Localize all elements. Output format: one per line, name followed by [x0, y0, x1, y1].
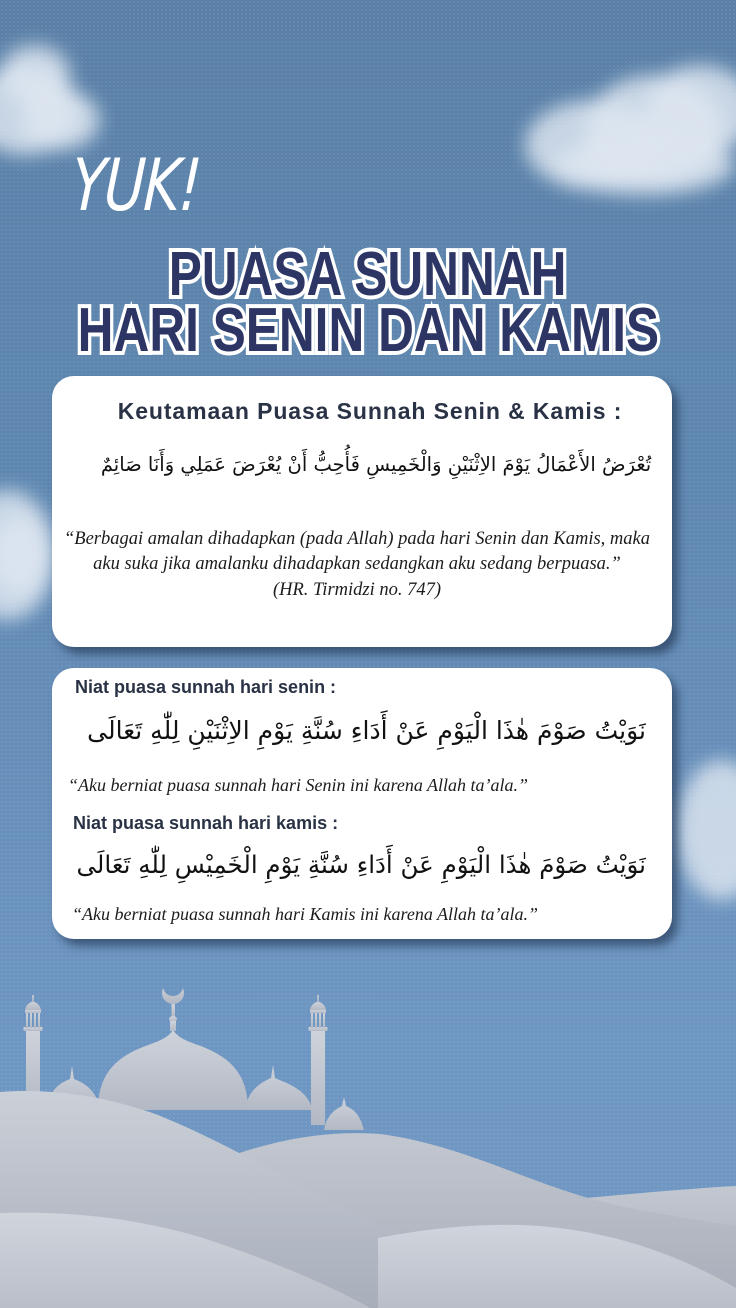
intention-arabic-kamis: نَوَيْتُ صَوْمَ هٰذَا الْيَوْمِ عَنْ أَدَاءِ سُنَّةِ يَوْمِ الْخَمِيْسِ لِلّٰهِ تَعَالَى [76, 850, 646, 879]
cloud-icon [672, 750, 736, 910]
page-title-line-2 [0, 296, 736, 365]
hadith-translation-line-2: aku suka jika amalanku dihadapkan sedangkan aku sedang berpuasa.” [93, 554, 621, 574]
intention-arabic-senin: نَوَيْتُ صَوْمَ هٰذَا الْيَوْمِ عَنْ أَدَاءِ سُنَّةِ يَوْمِ الاِثْنَيْنِ لِلّٰهِ تَعَالَى [87, 716, 646, 745]
intention-label-senin: Niat puasa sunnah hari senin : [75, 677, 337, 697]
intention-card [52, 668, 672, 939]
intention-translation-senin: “Aku berniat puasa sunnah hari Senin ini karena Allah ta’ala.” [68, 775, 528, 795]
virtue-heading: Keutamaan Puasa Sunnah Senin & Kamis : [117, 398, 623, 424]
title-text: PUASA SUNNAH [169, 240, 567, 309]
hadith-translation-line-1: “Berbagai amalan dihadapkan (pada Allah) pada hari Senin dan Kamis, maka [64, 529, 650, 549]
virtue-card [52, 376, 672, 647]
cloud-icon [495, 55, 736, 215]
hadith-source: (HR. Tirmidzi no. 747) [272, 580, 442, 600]
title-text: HARI SENIN DAN KAMIS [77, 296, 659, 365]
hadith-arabic-text: تُعْرَضُ الأَعْمَالُ يَوْمَ الاِثْنَيْنِ وَالْخَمِيسِ فَأُحِبُّ أَنْ يُعْرَضَ عَمَلِي وَأَنَا صَائِمٌ [100, 453, 652, 476]
exclamation-text: YUK! [69, 143, 203, 227]
intention-label-kamis: Niat puasa sunnah hari kamis : [73, 813, 339, 833]
intention-translation-kamis: “Aku berniat puasa sunnah hari Kamis ini karena Allah ta’ala.” [72, 904, 539, 924]
